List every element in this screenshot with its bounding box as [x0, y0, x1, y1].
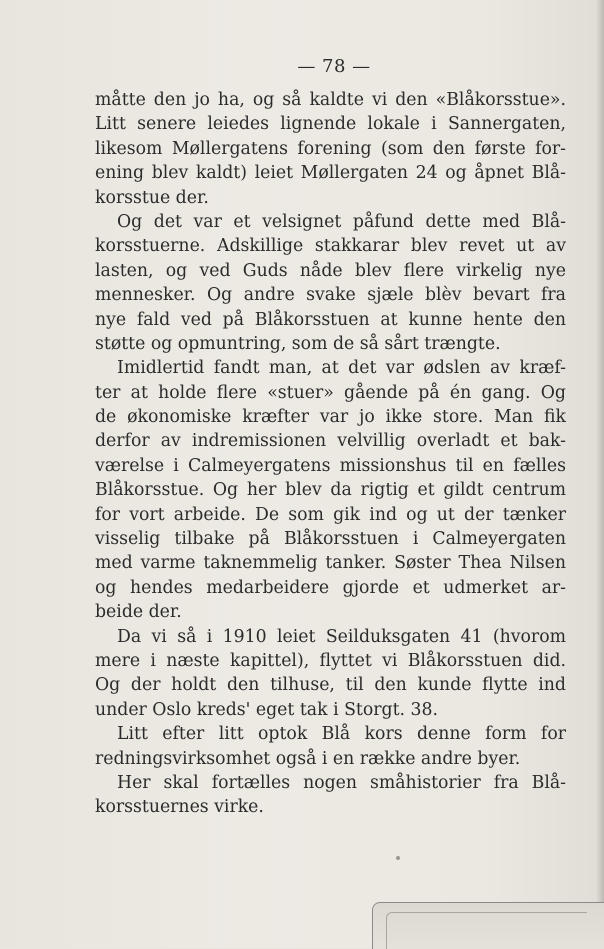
- text-line: ter at holde flere «stuer» gående på én gang. Og: [95, 382, 566, 403]
- paper-tab-inner-edge: [386, 912, 587, 949]
- page-number: — 78 —: [297, 56, 371, 77]
- text-line: ening blev kaldt) leiet Møllergaten 24 og åpnet Blå-: [95, 163, 566, 184]
- text-line: under Oslo kreds' eget tak i Storgt. 38.: [95, 699, 439, 720]
- text-line: korsstue der.: [95, 187, 209, 208]
- text-line: Og det var et velsignet påfund dette med Blå-: [117, 211, 566, 232]
- text-line: og hendes medarbeidere gjorde et udmerket ar-: [95, 577, 566, 598]
- text-line: beide der.: [95, 602, 182, 623]
- text-line: værelse i Calmeyergatens missionshus til en fælles: [95, 455, 566, 476]
- text-line: de økonomiske kræfter var jo ikke store. Man fik: [95, 407, 566, 428]
- text-line: støtte og opmuntring, som de så sårt trængte.: [95, 333, 501, 354]
- text-line: derfor av indremissionen velvillig overladt et bak-: [95, 431, 566, 452]
- text-line: nye fald ved på Blåkorsstuen at kunne hente den: [95, 309, 566, 330]
- text-line: Og der holdt den tilhuse, til den kunde flytte ind: [95, 675, 566, 696]
- text-line: likesom Møllergatens forening (som den første for-: [95, 138, 566, 159]
- text-line: mere i næste kapittel), flyttet vi Blåkorsstuen did.: [95, 650, 566, 671]
- text-line: visselig tilbake på Blåkorsstuen i Calmeyergaten: [95, 529, 566, 550]
- page-edge-shadow: [596, 0, 604, 948]
- text-line: med varme taknemmelig tanker. Søster Thea Nilsen: [95, 553, 566, 574]
- text-line: redningsvirksomhet også i en række andre byer.: [95, 748, 521, 769]
- text-line: lasten, og ved Guds nåde blev flere virkelig nye: [95, 260, 566, 281]
- text-line: mennesker. Og andre svake sjæle blèv bevart fra: [95, 285, 566, 306]
- ink-speck: [396, 856, 400, 860]
- text-line: for vort arbeide. De som gik ind og ut der tænker: [95, 504, 566, 525]
- text-line: Litt efter litt optok Blå kors denne form for: [117, 724, 566, 745]
- text-line: Her skal fortælles nogen småhistorier fra Blå-: [117, 772, 566, 793]
- text-line: Blåkorsstue. Og her blev da rigtig et gildt centrum: [95, 480, 566, 501]
- text-line: måtte den jo ha, og så kaldte vi den «Blåkorsstue».: [95, 90, 566, 110]
- text-line: Imidlertid fandt man, at det var ødslen av kræf-: [117, 358, 566, 379]
- text-line: korsstuernes virke.: [95, 797, 264, 818]
- text-line: korsstuerne. Adskillige stakkarar blev revet ut av: [95, 236, 566, 257]
- body-text: [95, 88, 566, 820]
- text-line: Litt senere leiedes lignende lokale i Sannergaten,: [95, 114, 566, 135]
- text-line: Da vi så i 1910 leiet Seilduksgaten 41 (hvorom: [117, 626, 566, 647]
